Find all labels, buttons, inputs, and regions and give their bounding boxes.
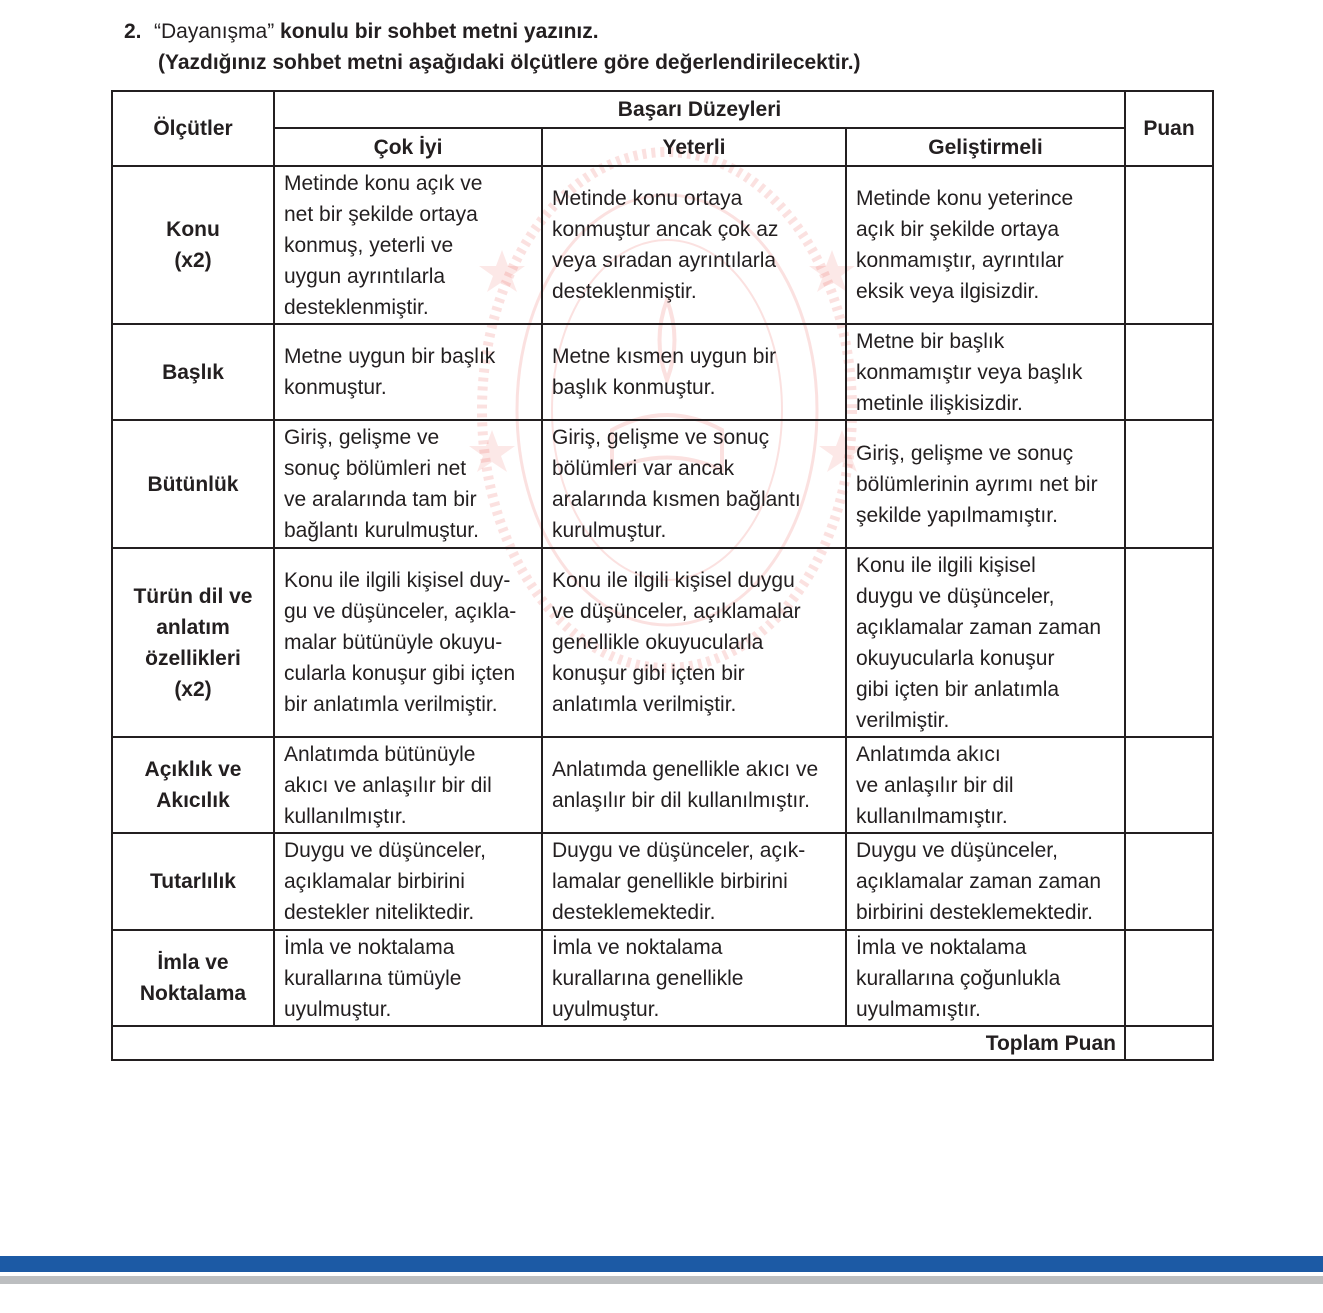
cok-iyi-cell: Konu ile ilgili kişisel duy- gu ve düşünceler, açıkla- malar bütünüyle okuyu- cularla konuşur gibi içten bir anlatımla verilmiştir.	[274, 548, 542, 737]
gelistirmeli-cell: Anlatımda akıcı ve anlaşılır bir dil kullanılmamıştır.	[846, 737, 1125, 833]
cok-iyi-cell: Anlatımda bütünüyle akıcı ve anlaşılır bir dil kullanılmıştır.	[274, 737, 542, 833]
gelistirmeli-cell: Duygu ve düşünceler, açıklamalar zaman zaman birbirini desteklemektedir.	[846, 833, 1125, 930]
header-criteria: Ölçütler	[112, 91, 274, 166]
header-level-cok-iyi: Çok İyi	[274, 128, 542, 166]
gelistirmeli-cell: İmla ve noktalama kurallarına çoğunlukla uyulmamıştır.	[846, 930, 1125, 1026]
gelistirmeli-cell: Giriş, gelişme ve sonuç bölümlerinin ayrımı net bir şekilde yapılmamıştır.	[846, 420, 1125, 548]
total-score-cell[interactable]	[1125, 1026, 1213, 1060]
score-cell[interactable]	[1125, 420, 1213, 548]
gelistirmeli-cell: Konu ile ilgili kişisel duygu ve düşünceler, açıklamalar zaman zaman okuyucularla konuşur gibi içten bir anlatımla verilmiştir.	[846, 548, 1125, 737]
header-level-gelistirmeli: Geliştirmeli	[846, 128, 1125, 166]
score-cell[interactable]	[1125, 548, 1213, 737]
cok-iyi-cell: İmla ve noktalama kurallarına tümüyle uyulmuştur.	[274, 930, 542, 1026]
table-row	[112, 324, 1213, 420]
yeterli-cell: Duygu ve düşünceler, açık- lamalar genellikle birbirini desteklemektedir.	[542, 833, 846, 930]
yeterli-cell: Anlatımda genellikle akıcı ve anlaşılır bir dil kullanılmıştır.	[542, 737, 846, 833]
header-levels: Başarı Düzeyleri	[274, 91, 1125, 128]
score-cell[interactable]	[1125, 737, 1213, 833]
yeterli-cell: Metne kısmen uygun bir başlık konmuştur.	[542, 324, 846, 420]
question-topic: “Dayanışma”	[154, 20, 275, 43]
table-row	[112, 930, 1213, 1026]
criterion-cell: Açıklık ve Akıcılık	[112, 737, 274, 833]
gelistirmeli-cell: Metne bir başlık konmamıştır veya başlık metinle ilişkisizdir.	[846, 324, 1125, 420]
table-row	[112, 737, 1213, 833]
criterion-cell: Tutarlılık	[112, 833, 274, 930]
rubric-table	[111, 90, 1214, 1061]
gelistirmeli-cell: Metinde konu yeterince açık bir şekilde ortaya konmamıştır, ayrıntılar eksik veya ilgisizdir.	[846, 166, 1125, 324]
criterion-cell: Konu (x2)	[112, 166, 274, 324]
total-score-label: Toplam Puan	[112, 1026, 1125, 1060]
yeterli-cell: Metinde konu ortaya konmuştur ancak çok az veya sıradan ayrıntılarla desteklenmiştir.	[542, 166, 846, 324]
footer-blue-band	[0, 1256, 1323, 1272]
cok-iyi-cell: Duygu ve düşünceler, açıklamalar birbirini destekler niteliktedir.	[274, 833, 542, 930]
score-cell[interactable]	[1125, 166, 1213, 324]
cok-iyi-cell: Giriş, gelişme ve sonuç bölümleri net ve aralarında tam bir bağlantı kurulmuştur.	[274, 420, 542, 548]
table-row	[112, 833, 1213, 930]
yeterli-cell: Konu ile ilgili kişisel duygu ve düşünceler, açıklamalar genellikle okuyucularla konuşur gibi içten bir anlatımla verilmiştir.	[542, 548, 846, 737]
criterion-cell: Türün dil ve anlatım özellikleri (x2)	[112, 548, 274, 737]
total-row	[112, 1026, 1213, 1060]
criterion-cell: Başlık	[112, 324, 274, 420]
question-line-1	[124, 16, 861, 47]
header-level-yeterli: Yeterli	[542, 128, 846, 166]
question-number: 2.	[124, 20, 142, 43]
question-prompt: konulu bir sohbet metni yazınız.	[280, 20, 599, 43]
yeterli-cell: Giriş, gelişme ve sonuç bölümleri var ancak aralarında kısmen bağlantı kurulmuştur.	[542, 420, 846, 548]
criterion-cell: Bütünlük	[112, 420, 274, 548]
table-row	[112, 420, 1213, 548]
table-row	[112, 548, 1213, 737]
header-score: Puan	[1125, 91, 1213, 166]
yeterli-cell: İmla ve noktalama kurallarına genellikle uyulmuştur.	[542, 930, 846, 1026]
score-cell[interactable]	[1125, 324, 1213, 420]
criterion-cell: İmla ve Noktalama	[112, 930, 274, 1026]
score-cell[interactable]	[1125, 833, 1213, 930]
table-row	[112, 166, 1213, 324]
question-note: (Yazdığınız sohbet metni aşağıdaki ölçütlere göre değerlendirilecektir.)	[158, 51, 861, 74]
header-row-1	[112, 91, 1213, 128]
score-cell[interactable]	[1125, 930, 1213, 1026]
cok-iyi-cell: Metne uygun bir başlık konmuştur.	[274, 324, 542, 420]
footer-gray-rule	[0, 1276, 1323, 1284]
question	[124, 16, 861, 78]
cok-iyi-cell: Metinde konu açık ve net bir şekilde ortaya konmuş, yeterli ve uygun ayrıntılarla desteklenmiştir.	[274, 166, 542, 324]
header-row-2	[112, 128, 1213, 166]
